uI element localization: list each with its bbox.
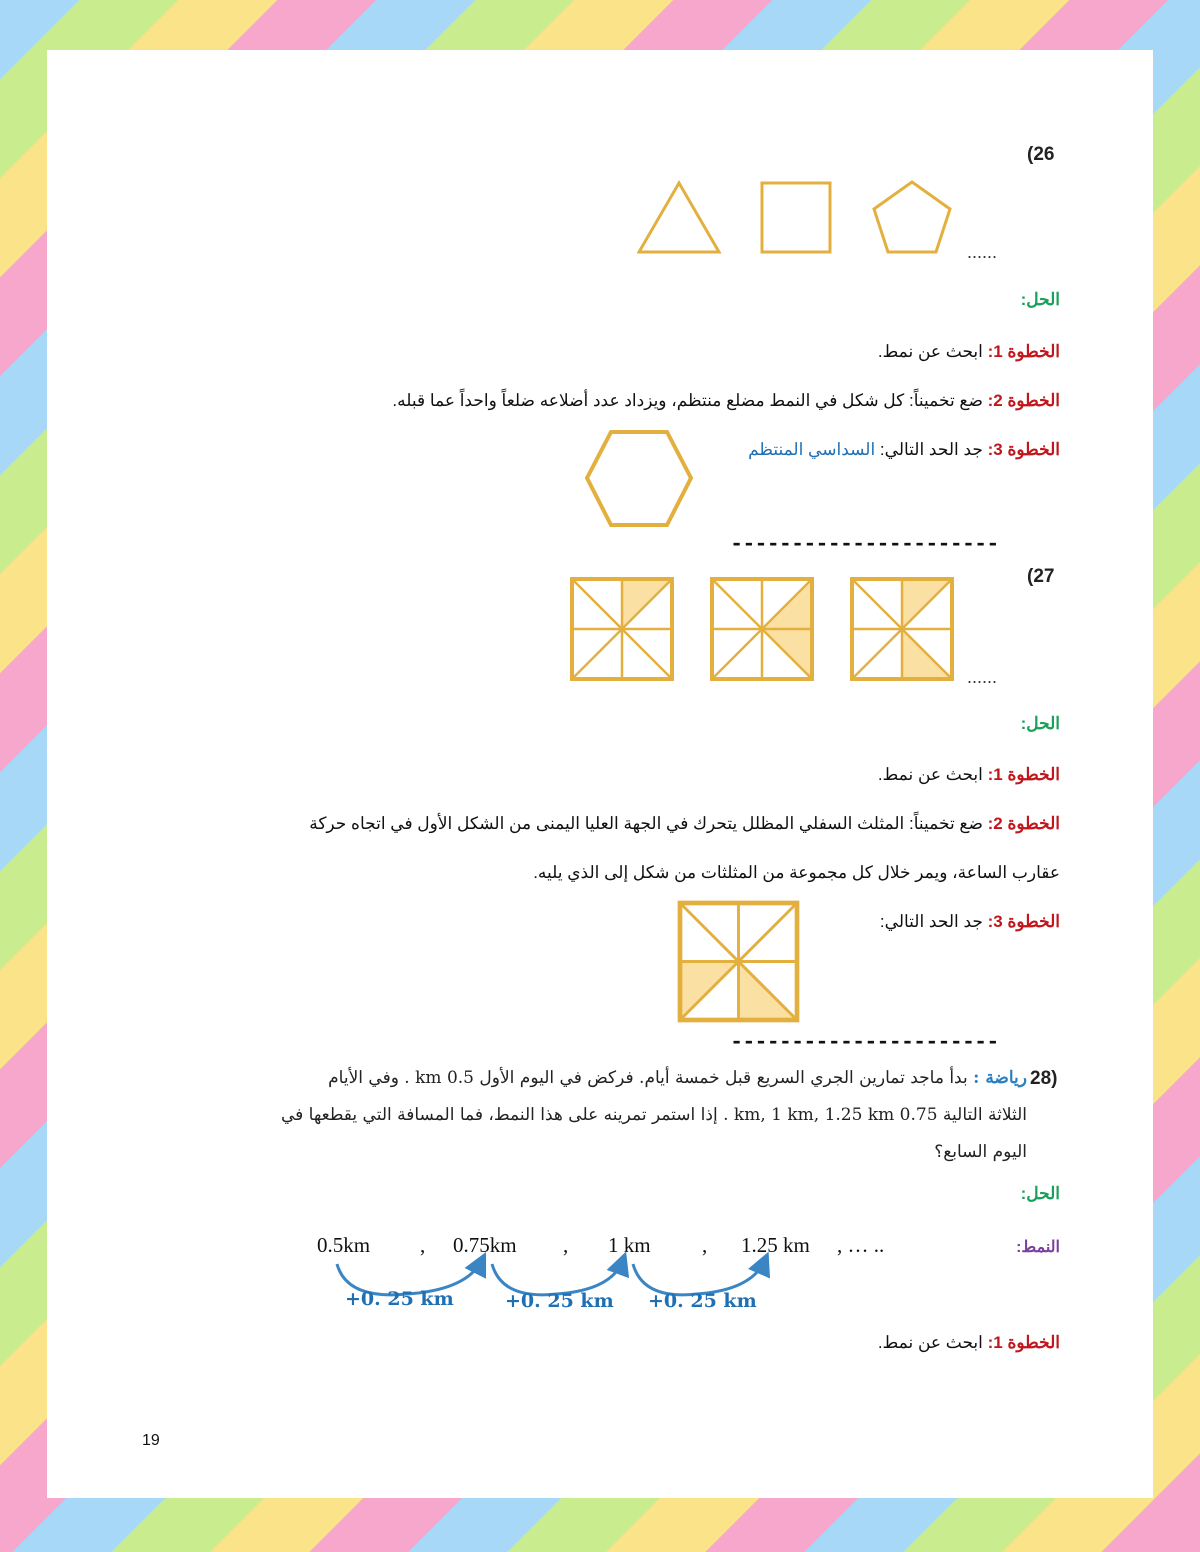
step-label: الخطوة 3: (987, 912, 1060, 931)
q28-topic-tag: رياضة : (973, 1068, 1027, 1088)
increment-label: +0. 25 km (648, 1290, 757, 1312)
q26-step1 (878, 342, 1060, 362)
q27-step2 (309, 814, 1060, 834)
divider-2: ---------------------- (730, 1030, 999, 1055)
q28-solution-label: الحل: (1020, 1184, 1060, 1203)
pattern-figure-2 (712, 579, 812, 679)
q28-line-2: الثلاثة التالية 0.75 km, 1 km, 1.25 km . إذا استمر تمرينه على هذا النمط، فما المسافة التي يقطعها في (280, 1105, 1027, 1125)
pattern-figure-1 (572, 579, 672, 679)
step-label: الخطوة 1: (987, 1333, 1060, 1352)
step-label: الخطوة 2: (987, 814, 1060, 833)
pattern-continuation: , … .. (837, 1233, 885, 1257)
q27-pattern-shapes (567, 576, 957, 686)
question-28-number: 28) (1030, 1068, 1058, 1089)
q27-solution-label: الحل: (1020, 714, 1060, 733)
step-label: الخطوة 1: (987, 765, 1060, 784)
step-text: ابحث عن نمط. (877, 342, 983, 361)
q27-step1 (878, 765, 1060, 785)
q26-shapes (637, 178, 967, 258)
worksheet-page (47, 50, 1153, 1498)
pattern-term: 1 km (608, 1233, 651, 1257)
step-text: جد الحد التالي: (879, 440, 983, 459)
pattern-figure-3 (852, 579, 952, 679)
pentagon-shape (874, 182, 950, 252)
q26-step3 (748, 440, 1060, 460)
question-26-number: (26 (1027, 144, 1055, 165)
pattern-separator: , (420, 1233, 426, 1257)
q27-step2-continuation: عقارب الساعة، ويمر خلال كل مجموعة من المثلثات من شكل إلى الذي يليه. (533, 863, 1060, 882)
q27-step3 (880, 912, 1060, 932)
pattern-separator: , (702, 1233, 708, 1257)
pattern-separator: , (563, 1233, 569, 1257)
hexagon-answer-shape (583, 429, 695, 529)
step-label: الخطوة 2: (987, 391, 1060, 410)
q28-step1 (878, 1333, 1060, 1353)
step-text: ضع تخميناً: كل شكل في النمط مضلع منتظم، ويزداد عدد أضلاعه ضلعاً واحداً عما قبله. (392, 391, 983, 410)
step-text: ابحث عن نمط. (877, 765, 983, 784)
pattern-term: 0.75km (453, 1233, 517, 1257)
step-text: ابحث عن نمط. (877, 1333, 983, 1352)
square-shape (762, 183, 830, 252)
step-label: الخطوة 3: (987, 440, 1060, 459)
step-text: جد الحد التالي: (879, 912, 983, 931)
q28-line-1-text: بدأ ماجد تمارين الجري السريع قبل خمسة أيام. فركض في اليوم الأول 0.5 km . وفي الأيام (328, 1068, 968, 1088)
step-answer: السداسي المنتظم (748, 440, 876, 459)
increment-label: +0. 25 km (505, 1290, 614, 1312)
step-label: الخطوة 1: (987, 342, 1060, 361)
q28-line-3: اليوم السابع؟ (934, 1142, 1027, 1162)
divider-1: ---------------------- (730, 532, 999, 557)
increment-label: +0. 25 km (345, 1288, 454, 1310)
q26-ellipsis: ...... (967, 242, 998, 262)
page-number: 19 (142, 1432, 160, 1449)
q28-question-text (147, 1060, 1027, 1171)
triangle-shape (639, 183, 719, 252)
step-text: ضع تخميناً: المثلث السفلي المظلل يتحرك في الجهة العليا اليمنى من الشكل الأول في اتجاه حركة (309, 814, 983, 833)
q26-step2 (392, 391, 1060, 411)
q27-ellipsis: ...... (967, 667, 998, 687)
q27-answer-figure (677, 900, 801, 1024)
q26-solution-label: الحل: (1020, 290, 1060, 309)
q28-line-1 (147, 1060, 1027, 1097)
pattern-term: 0.5km (317, 1233, 371, 1257)
pattern-label: النمط: (1016, 1239, 1060, 1256)
question-27-number: (27 (1027, 566, 1055, 587)
pattern-term: 1.25 km (741, 1233, 810, 1257)
